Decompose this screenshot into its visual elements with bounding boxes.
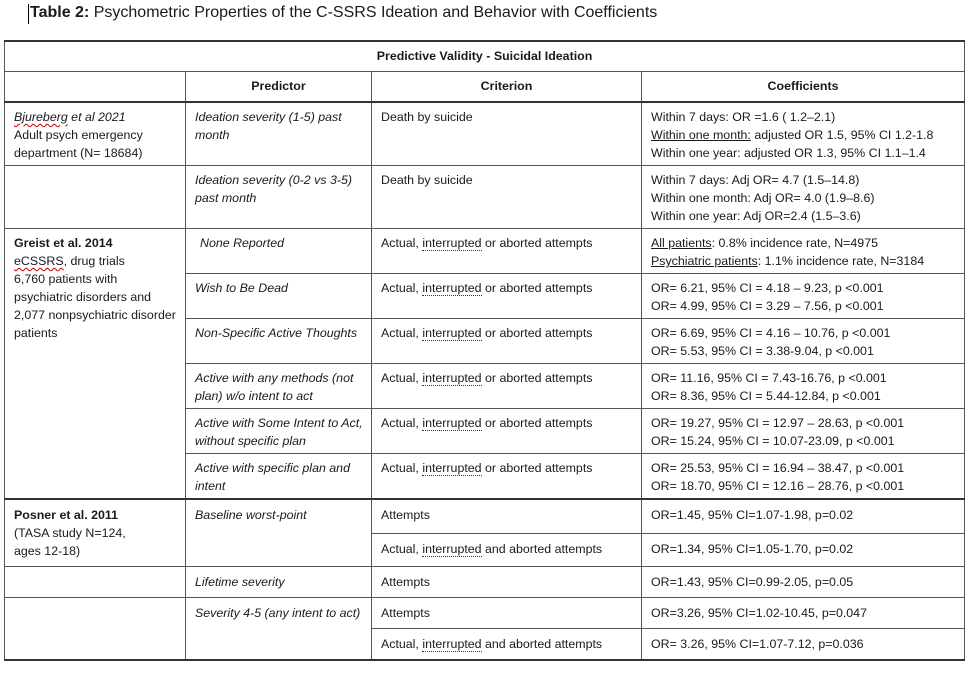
criterion-cell: [372, 364, 642, 409]
study-citation: Posner et al. 2011: [14, 508, 119, 522]
coefficient-cell: [642, 454, 965, 500]
criterion-text: Actual,: [381, 637, 423, 651]
study-empty-cell: [5, 598, 186, 661]
coef-line: OR= 5.53, 95% CI = 3.38-9.04, p <0.001: [651, 344, 874, 358]
coef-line: OR= 6.69, 95% CI = 4.16 – 10.76, p <0.001: [651, 326, 891, 340]
table-title-row: [5, 41, 965, 72]
criterion-text: Actual,: [381, 371, 423, 385]
criterion-cell: [372, 454, 642, 500]
coef-line: OR= 8.36, 95% CI = 5.44-12.84, p <0.001: [651, 389, 881, 403]
study-year: et al 2021: [67, 110, 126, 124]
table-row: [5, 229, 965, 274]
study-empty-cell: [5, 567, 186, 598]
study-bjureberg: [5, 102, 186, 166]
study-sample: ages 12-18): [14, 544, 81, 558]
coef-line: Within one year: Adj OR=2.4 (1.5–3.6): [651, 209, 861, 223]
criterion-text: or aborted attempts: [481, 326, 593, 340]
table-row: [5, 166, 965, 229]
study-author: Bjureberg: [14, 110, 68, 124]
criterion-text: interrupted: [422, 637, 482, 651]
coef-line: OR= 19.27, 95% CI = 12.97 – 28.63, p <0.001: [651, 416, 905, 430]
criterion-text: interrupted: [422, 461, 482, 475]
study-greist: [5, 229, 186, 500]
coefficient-cell: OR=1.34, 95% CI=1.05-1.70, p=0.02: [642, 533, 965, 566]
criterion-text: Actual,: [381, 541, 423, 556]
coef-value: : 1.1% incidence rate, N=3184: [757, 254, 925, 268]
coefficient-cell: [642, 319, 965, 364]
coefficient-cell: [642, 102, 965, 166]
header-coefficients: Coefficients: [642, 72, 965, 103]
criterion-text: interrupted: [422, 541, 482, 556]
coef-line: [651, 234, 956, 252]
coef-label: All patients: [651, 236, 712, 250]
coef-line: Within one month: Adj OR= 4.0 (1.9–8.6): [651, 191, 875, 205]
study-sample: 6,760 patients with psychiatric disorders and 2,077 nonpsychiatric disorder patients: [14, 272, 176, 340]
study-setting: (TASA study N=124,: [14, 526, 126, 540]
criterion-text: interrupted: [422, 281, 482, 295]
criterion-text: or aborted attempts: [481, 371, 593, 385]
criterion-cell: Attempts: [372, 598, 642, 629]
coef-line: OR= 4.99, 95% CI = 3.29 – 7.56, p <0.001: [651, 299, 884, 313]
coef-line: Within 7 days: Adj OR= 4.7 (1.5–14.8): [651, 173, 860, 187]
coefficient-cell: OR=3.26, 95% CI=1.02-10.45, p=0.047: [642, 598, 965, 629]
predictor-cell: Ideation severity (1-5) past month: [186, 102, 372, 166]
study-abbr-rest: , drug trials: [63, 254, 125, 268]
criterion-cell: Death by suicide: [372, 102, 642, 166]
study-abbr: eCSSRS: [14, 254, 64, 268]
criterion-text: Actual,: [381, 281, 423, 295]
criterion-cell: [372, 629, 642, 661]
study-sample: department (N= 18684): [14, 146, 143, 160]
criterion-text: Actual,: [381, 416, 423, 430]
criterion-cell: Attempts: [372, 499, 642, 533]
predictor-cell: Active with Some Intent to Act, without specific plan: [186, 409, 372, 454]
coefficient-cell: [642, 166, 965, 229]
coef-line: Within 7 days: OR =1.6 ( 1.2–2.1): [651, 110, 836, 124]
coef-label: Within one month:: [651, 128, 751, 142]
text-cursor: [28, 4, 29, 24]
criterion-cell: [372, 319, 642, 364]
table-row: [5, 598, 965, 629]
coef-line: OR= 6.21, 95% CI = 4.18 – 9.23, p <0.001: [651, 281, 884, 295]
criterion-text: interrupted: [422, 236, 482, 250]
coef-line: OR= 18.70, 95% CI = 12.16 – 28.76, p <0.001: [651, 479, 905, 493]
predictor-cell: Severity 4-5 (any intent to act): [186, 598, 372, 661]
coef-value: adjusted OR 1.5, 95% CI 1.2-1.8: [750, 128, 934, 142]
criterion-text: Actual,: [381, 326, 423, 340]
coefficient-cell: OR=1.45, 95% CI=1.07-1.98, p=0.02: [642, 499, 965, 533]
caption-label: Table 2:: [30, 4, 90, 21]
table-caption: [30, 4, 657, 22]
study-posner: [5, 499, 186, 567]
criterion-text: Actual,: [381, 236, 423, 250]
table-header-row: [5, 72, 965, 103]
coef-line: [651, 252, 956, 270]
header-study: [5, 72, 186, 103]
criterion-text: or aborted attempts: [481, 416, 593, 430]
coef-line: OR= 11.16, 95% CI = 7.43-16.76, p <0.001: [651, 371, 887, 385]
criterion-text: Actual,: [381, 461, 423, 475]
table-title: Predictive Validity - Suicidal Ideation: [5, 41, 965, 72]
predictor-cell: None Reported: [186, 229, 372, 274]
predictor-cell: Wish to Be Dead: [186, 274, 372, 319]
criterion-cell: [372, 229, 642, 274]
coefficient-cell: [642, 409, 965, 454]
predictor-cell: Active with specific plan and intent: [186, 454, 372, 500]
criterion-cell: Death by suicide: [372, 166, 642, 229]
table-row: [5, 499, 965, 533]
predictor-cell: Ideation severity (0-2 vs 3-5) past month: [186, 166, 372, 229]
predictor-cell: Lifetime severity: [186, 567, 372, 598]
psychometric-table: [4, 40, 965, 661]
study-citation: [14, 108, 177, 126]
criterion-text: and aborted attempts: [481, 637, 603, 651]
header-criterion: Criterion: [372, 72, 642, 103]
coefficient-cell: [642, 274, 965, 319]
study-empty-cell: [5, 166, 186, 229]
criterion-text: and aborted attempts: [481, 541, 603, 556]
criterion-text: or aborted attempts: [481, 281, 593, 295]
table-row: [5, 567, 965, 598]
coef-line: Within one year: adjusted OR 1.3, 95% CI 1.1–1.4: [651, 146, 926, 160]
header-predictor: Predictor: [186, 72, 372, 103]
criterion-cell: [372, 409, 642, 454]
coefficient-cell: [642, 229, 965, 274]
coef-label: Psychiatric patients: [651, 254, 758, 268]
criterion-text: interrupted: [422, 371, 482, 385]
predictor-cell: Active with any methods (not plan) w/o intent to act: [186, 364, 372, 409]
criterion-text: or aborted attempts: [481, 236, 593, 250]
caption-text: Psychometric Properties of the C-SSRS Ideation and Behavior with Coefficients: [89, 4, 658, 21]
criterion-cell: [372, 274, 642, 319]
study-setting: [14, 252, 177, 270]
coefficient-cell: OR=1.43, 95% CI=0.99-2.05, p=0.05: [642, 567, 965, 598]
study-citation: Greist et al. 2014: [14, 236, 113, 250]
criterion-cell: [372, 533, 642, 566]
criterion-text: interrupted: [422, 326, 482, 340]
coefficient-cell: OR= 3.26, 95% CI=1.07-7.12, p=0.036: [642, 629, 965, 661]
criterion-cell: Attempts: [372, 567, 642, 598]
predictor-cell: Non-Specific Active Thoughts: [186, 319, 372, 364]
criterion-text: interrupted: [422, 416, 482, 430]
coefficient-cell: [642, 364, 965, 409]
predictor-cell: Baseline worst-point: [186, 499, 372, 567]
coef-line: OR= 25.53, 95% CI = 16.94 – 38.47, p <0.001: [651, 461, 905, 475]
study-setting: Adult psych emergency: [14, 128, 143, 142]
table-row: [5, 102, 965, 166]
coef-line: OR= 15.24, 95% CI = 10.07-23.09, p <0.001: [651, 434, 895, 448]
criterion-text: or aborted attempts: [481, 461, 593, 475]
coef-value: : 0.8% incidence rate, N=4975: [711, 236, 878, 250]
coef-line: [651, 126, 956, 144]
